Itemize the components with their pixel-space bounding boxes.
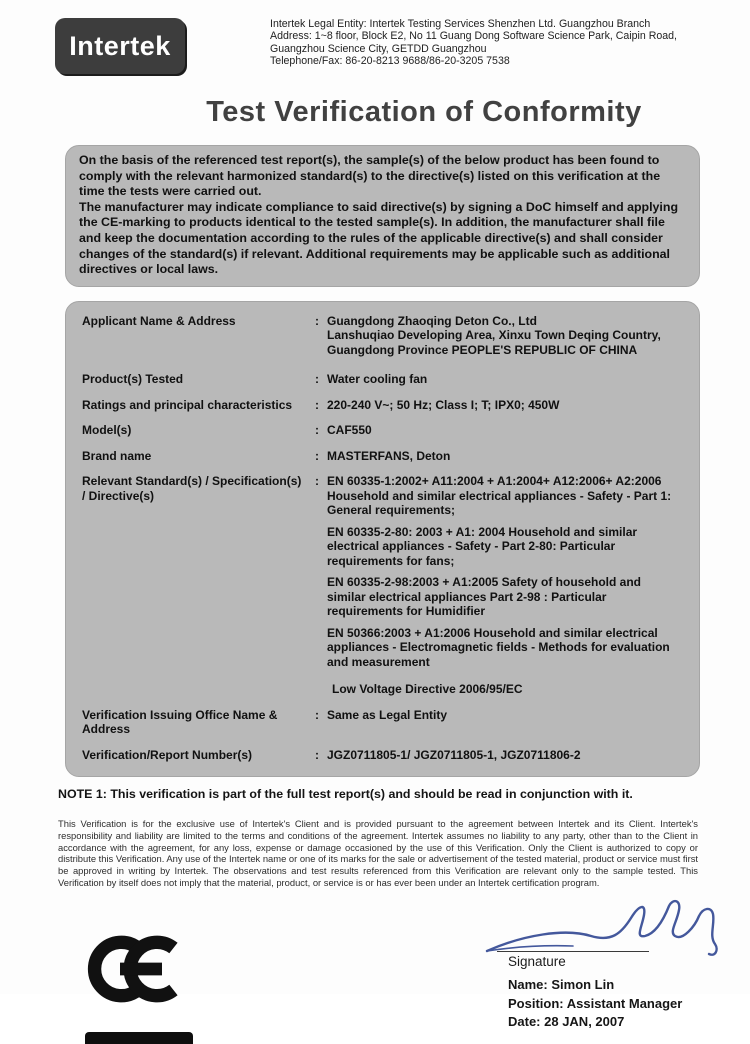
row-colon: :: [315, 372, 319, 387]
standard-entry: EN 60335-2-80: 2003 + A1: 2004 Household and similar electrical appliances - Safety - Part 2-80: Particular requirements for fans;: [327, 524, 638, 568]
row-colon: :: [315, 397, 319, 412]
row-value: Water cooling fan: [327, 372, 428, 387]
signatory-info: [508, 976, 682, 1032]
row-colon: :: [315, 747, 319, 762]
statement-box: [65, 145, 700, 287]
legal-entity-line: Telephone/Fax: 86-20-8213 9688/86-20-3205 7538: [270, 55, 510, 68]
signature-line: [497, 951, 649, 952]
row-value: [327, 314, 683, 358]
row-value: 220-240 V~; 50 Hz; Class I; T; IPX0; 450W: [327, 397, 560, 412]
detail-row-brand: [82, 449, 683, 464]
legal-entity-line: Address: 1~8 floor, Block E2, No 11 Guang Dong Software Science Park, Caipin Road,: [270, 30, 678, 43]
detail-row-standards: [82, 474, 683, 697]
row-label: Applicant Name & Address: [82, 313, 236, 328]
statement-paragraph-1: On the basis of the referenced test report(s), the sample(s) of the below product has been found to comply with the relevant harmonized standard(s) to the directive(s) listed on this verification at the time the tests were carried out.: [79, 153, 661, 199]
standard-entry: EN 50366:2003 + A1:2006 Household and similar electrical appliances - Electromagnetic fields - Methods for evaluation and measurement: [327, 625, 670, 669]
footer: [0, 894, 750, 1044]
legal-entity-line: Guangzhou Science City, GETDD Guangzhou: [270, 42, 487, 55]
footer-bar: [85, 1032, 193, 1044]
row-label: Brand name: [82, 448, 152, 463]
ce-mark-icon: [79, 934, 175, 1004]
intertek-logo: [55, 18, 185, 74]
row-value-line: Guangdong Zhaoqing Deton Co., Ltd: [327, 313, 537, 328]
disclaimer-text: This Verification is for the exclusive use of Intertek's Client and is provided pursuant to the agreement between Intertek and its Client. Intertek's responsibility and liability are limited to the terms and conditions of the agreement. Intertek assumes no liability to any party, other than to the Client in accordance with the agreement, for any loss, expense or damage occasioned by the use of this Verification. Only the Client is authorized to copy or distribute this Verification. Any use of the Intertek name or one of its marks for the sale or advertisement of the tested material, product or service must first be approved in writing by Intertek. The observations and test results referenced from this Verification are relevant only to the sample tested. This Verification by itself does not imply that the material, product, or service is or has ever been under an Intertek certification program.: [58, 818, 698, 888]
row-colon: :: [315, 707, 319, 722]
directive-entry: Low Voltage Directive 2006/95/EC: [332, 682, 523, 697]
row-label: Product(s) Tested: [82, 372, 184, 387]
row-colon: :: [315, 313, 319, 328]
signatory-date: Date: 28 JAN, 2007: [508, 1014, 625, 1030]
detail-row-model: [82, 423, 683, 438]
detail-row-product: [82, 372, 683, 387]
row-label: Verification/Report Number(s): [82, 747, 253, 762]
note-text: NOTE 1: This verification is part of the full test report(s) and should be read in conjunction with it.: [58, 787, 633, 802]
detail-row-ratings: [82, 398, 683, 413]
intertek-logo-text: Intertek: [69, 30, 171, 61]
page-title: Test Verification of Conformity: [206, 96, 642, 128]
detail-row-applicant: [82, 314, 683, 358]
row-label: Ratings and principal characteristics: [82, 397, 293, 412]
standard-entry: EN 60335-2-98:2003 + A1:2005 Safety of household and similar electrical appliances Part 2-98 : Particular requirements for Humidifier: [327, 575, 642, 619]
detail-row-report-numbers: [82, 748, 683, 763]
statement-paragraph-2: The manufacturer may indicate compliance to said directive(s) by signing a DoC himself and applying the CE-marking to products identical to the tested sample(s). In addition, the manufacturer shall file and keep the documentation according to the rules of the applicable directive(s) and shall consider changes of the standard(s) if relevant. Additional requirements may be applicable such as additional directives or local laws.: [79, 199, 679, 277]
signatory-name: Name: Simon Lin: [508, 977, 615, 993]
row-label: Relevant Standard(s) / Specification(s) / Directive(s): [82, 474, 302, 503]
row-value-line: Guangdong Province PEOPLE'S REPUBLIC OF CHINA: [327, 342, 638, 357]
details-box: [65, 301, 700, 778]
row-value: Same as Legal Entity: [327, 707, 448, 722]
row-label: Verification Issuing Office Name & Address: [82, 707, 278, 737]
row-value: JGZ0711805-1/ JGZ0711805-1, JGZ0711806-2: [327, 747, 581, 762]
row-value-line: Lanshuqiao Developing Area, Xinxu Town Deqing Country,: [327, 328, 661, 343]
header: [0, 0, 750, 74]
standard-entry: EN 60335-1:2002+ A11:2004 + A1:2004+ A12:2006+ A2:2006 Household and similar electrical appliances - Safety - Part 1: General requirements;: [327, 474, 672, 518]
row-colon: :: [315, 474, 319, 489]
legal-entity-line: Intertek Legal Entity: Intertek Testing Services Shenzhen Ltd. Guangzhou Branch: [270, 18, 651, 30]
row-value: MASTERFANS, Deton: [327, 448, 451, 463]
title-row: [0, 96, 750, 129]
row-value: CAF550: [327, 423, 372, 438]
signature-label: Signature: [508, 954, 566, 970]
signatory-position: Position: Assistant Manager: [508, 995, 683, 1011]
row-label: Model(s): [82, 423, 132, 438]
row-colon: :: [315, 423, 319, 438]
legal-entity-block: [270, 18, 700, 74]
detail-row-issuing-office: [82, 708, 683, 737]
row-colon: :: [315, 448, 319, 463]
row-value: [327, 474, 683, 697]
